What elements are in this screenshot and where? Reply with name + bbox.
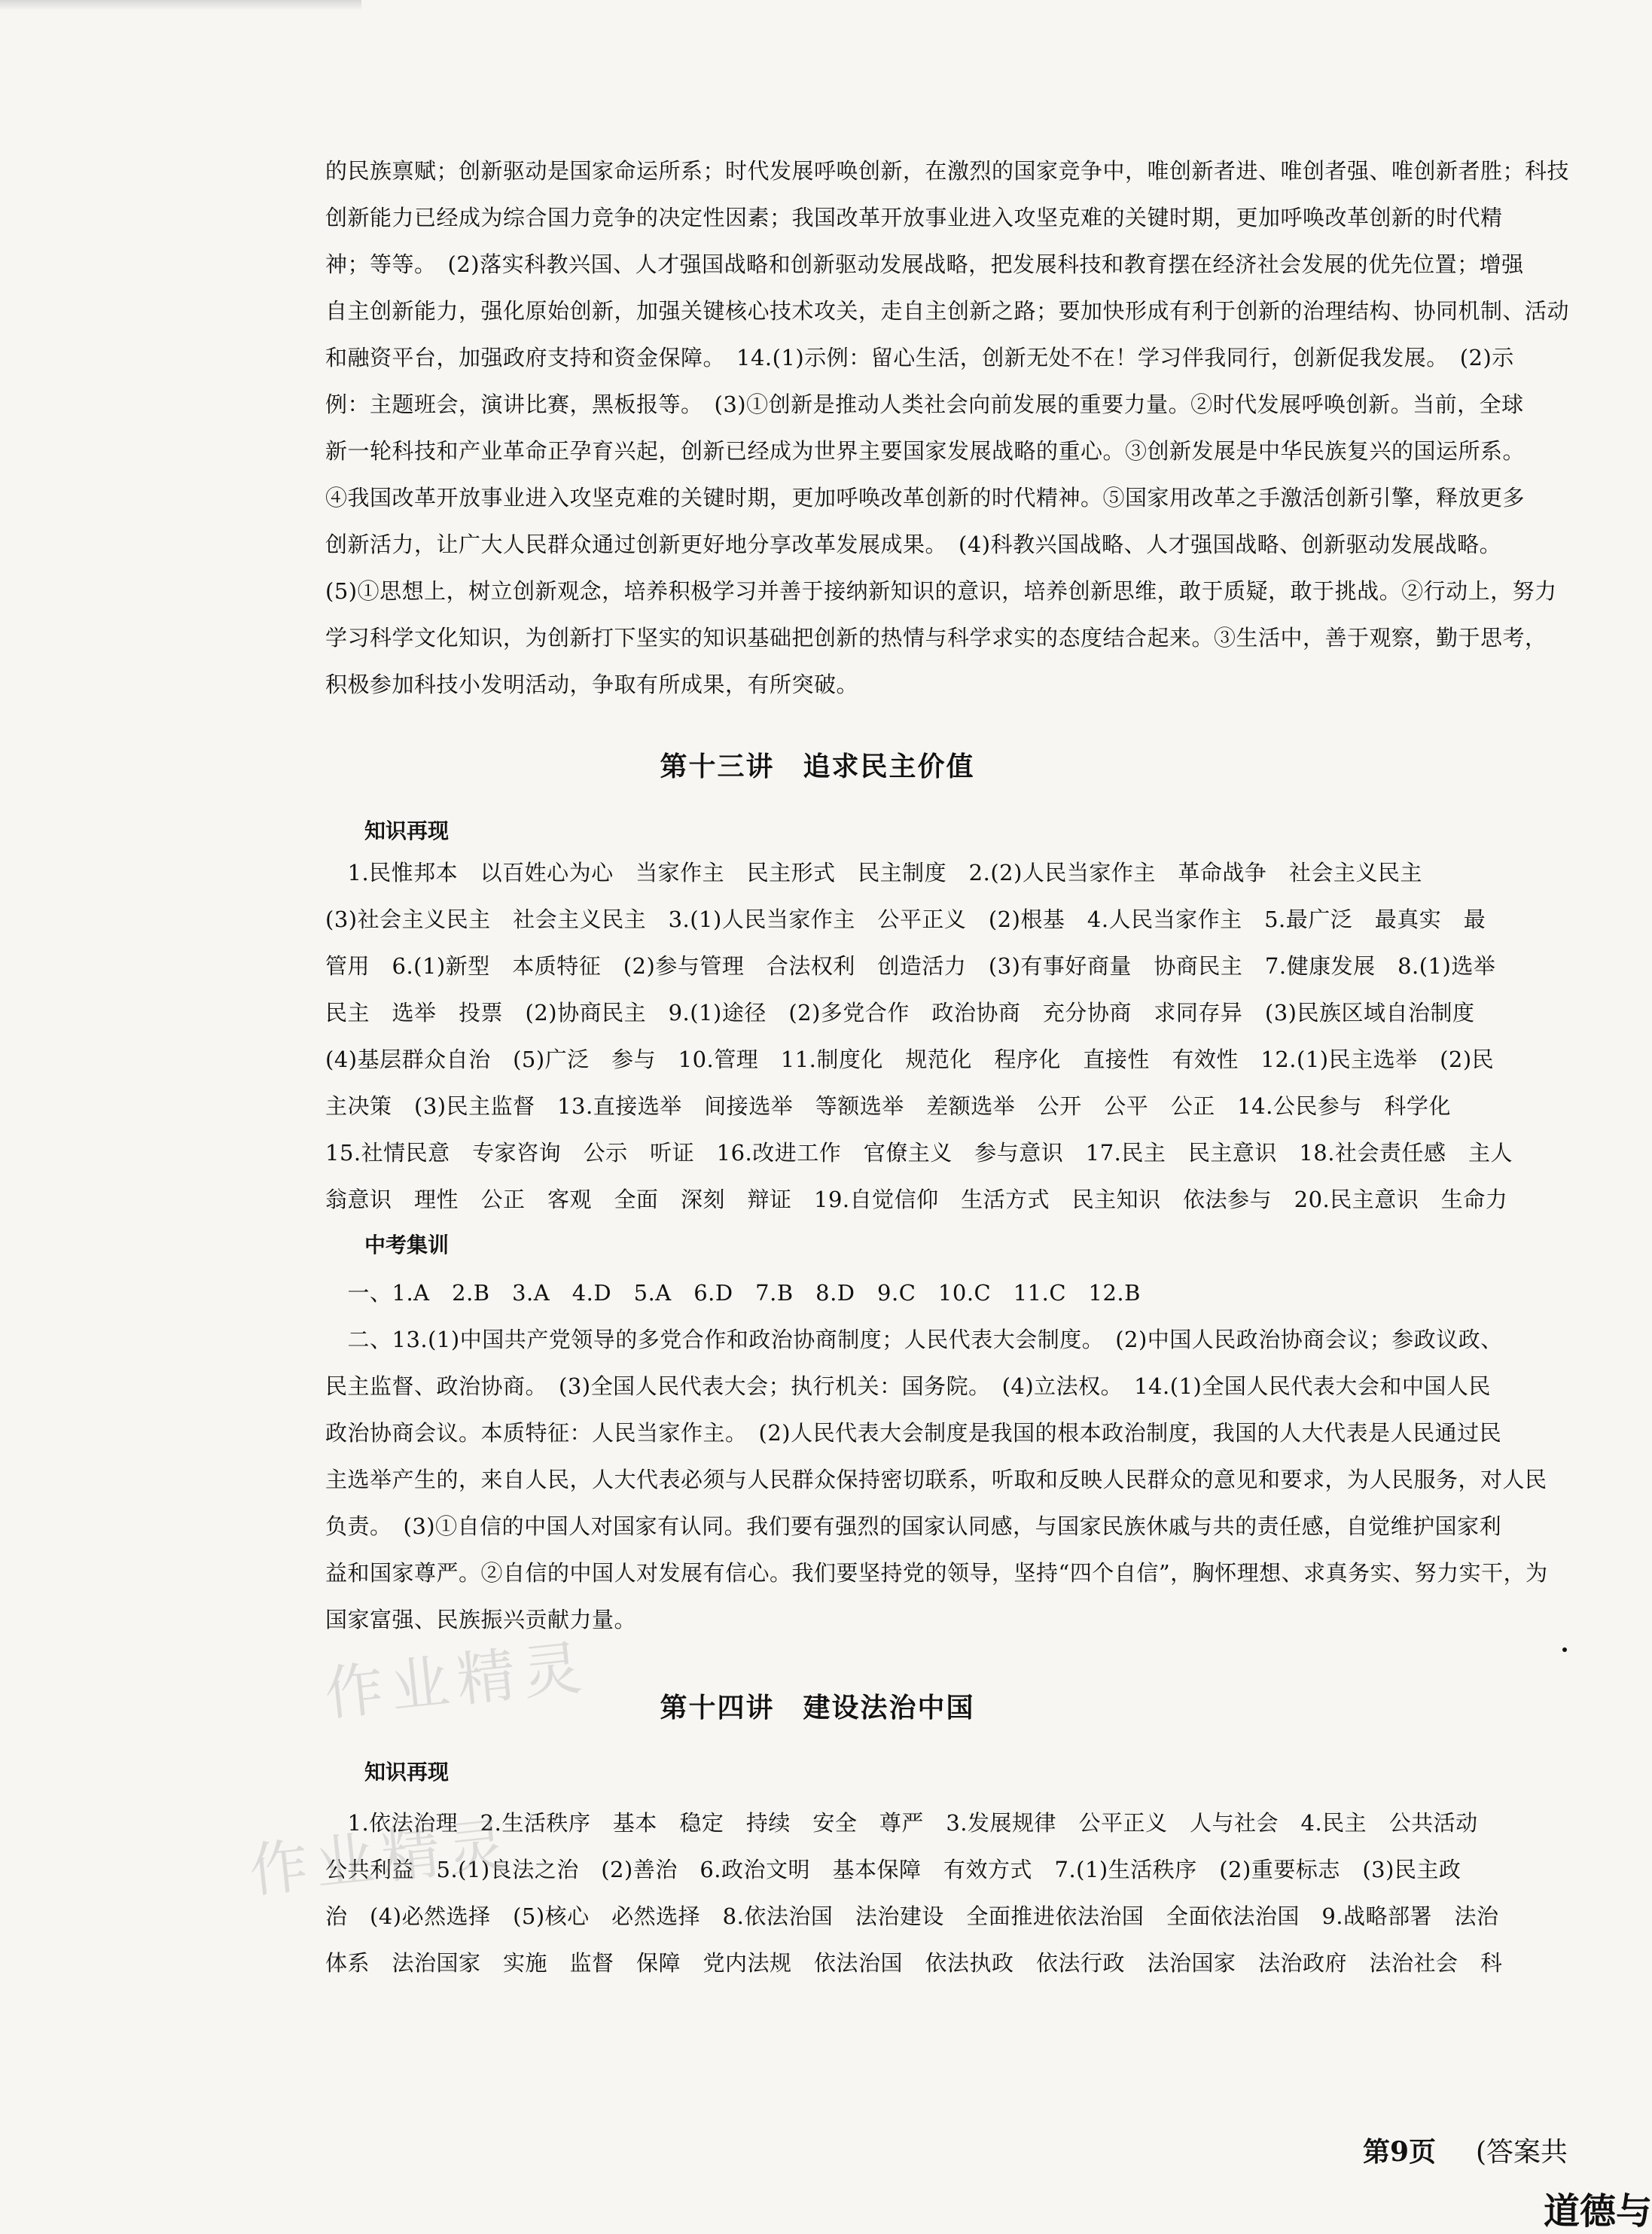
text-line: 公共利益 5.(1)良法之治 (2)善治 6.政治文明 基本保障 有效方式 7.(1)生活秩序 (2)重要标志 (3)民主政 (325, 1857, 1462, 1882)
text-line: 体系 法治国家 实施 监督 保障 党内法规 依法治国 依法执政 依法行政 法治国家 法治政府 法治社会 科 (325, 1950, 1503, 1976)
text-line: 例：主题班会，演讲比赛，黑板报等。 (3)①创新是推动人类社会向前发展的重要力量。②时代发展呼唤创新。当前，全球 (325, 392, 1524, 417)
text-line: 主选举产生的，来自人民，人大代表必须与人民群众保持密切联系，听取和反映人民群众的意见和要求，为人民服务，对人民 (325, 1467, 1547, 1492)
intro-paragraph (325, 148, 1598, 708)
text-line: 益和国家尊严。②自信的中国人对发展有信心。我们要坚持党的领导，坚持“四个自信”，胸怀理想、求真务实、努力实干，为 (325, 1560, 1548, 1586)
text-line: 国家富强、民族振兴贡献力量。 (325, 1607, 637, 1632)
text-line: 和融资平台，加强政府支持和资金保障。 14.(1)示例：留心生活，创新无处不在！学习伴我同行，创新促我发展。 (2)示 (325, 345, 1514, 370)
lecture13-exam-heading: 中考集训 (364, 1233, 450, 1257)
watermark: 作业精灵 (321, 1633, 593, 1730)
text-line: 1.依法治理 2.生活秩序 基本 稳定 持续 安全 尊严 3.发展规律 公平正义 人与社会 4.民主 公共活动 (325, 1810, 1478, 1836)
text-line: 自主创新能力，强化原始创新，加强关键核心技术攻关，走自主创新之路；要加快形成有利于创新的治理结构、协同机制、活动 (325, 298, 1570, 324)
text-line: 民主监督、政治协商。 (3)全国人民代表大会；执行机关：国务院。 (4)立法权。 14.(1)全国人民代表大会和中国人民 (325, 1373, 1491, 1399)
stray-dot (1562, 1647, 1567, 1652)
text-line: 治 (4)必然选择 (5)核心 必然选择 8.依法治国 法治建设 全面推进依法治国 全面依法治国 9.战略部署 法治 (325, 1903, 1499, 1929)
lecture14-knowledge-heading: 知识再现 (364, 1760, 450, 1784)
text-line: 新一轮科技和产业革命正孕育兴起，创新已经成为世界主要国家发展战略的重心。③创新发展是中华民族复兴的国运所系。 (325, 438, 1526, 464)
lecture13-title: 第十三讲 追求民主价值 (660, 751, 975, 782)
lecture14-title: 第十四讲 建设法治中国 (660, 1693, 975, 1724)
lecture13-knowledge-heading: 知识再现 (364, 818, 450, 843)
subject-label: 道德与 (1544, 2190, 1652, 2232)
text-line: 的民族禀赋；创新驱动是国家命运所系；时代发展呼唤创新，在激烈的国家竞争中，唯创新者进、唯创者强、唯创新者胜；科技 (325, 158, 1570, 184)
text-line: 负责。 (3)①自信的中国人对国家有认同。我们要有强烈的国家认同感，与国家民族休戚与共的责任感，自觉维护国家利 (325, 1513, 1502, 1539)
text-line: 1.民惟邦本 以百姓心为心 当家作主 民主形式 民主制度 2.(2)人民当家作主 革命战争 社会主义民主 (325, 860, 1422, 885)
text-line: 一、1.A 2.B 3.A 4.D 5.A 6.D 7.B 8.D 9.C 10.C 11.C 12.B (325, 1280, 1141, 1306)
text-line: 主决策 (3)民主监督 13.直接选举 间接选举 等额选举 差额选举 公开 公平 公正 14.公民参与 科学化 (325, 1093, 1451, 1119)
text-line: 15.社情民意 专家咨询 公示 听证 16.改进工作 官僚主义 参与意识 17.民主 民主意识 18.社会责任感 主人 (325, 1140, 1513, 1166)
text-line: 创新能力已经成为综合国力竞争的决定性因素；我国改革开放事业进入攻坚克难的关键时期，更加呼唤改革创新的时代精 (325, 205, 1503, 230)
text-line: 二、13.(1)中国共产党领导的多党合作和政治协商制度；人民代表大会制度。 (2)中国人民政治协商会议；参政议政、 (325, 1327, 1503, 1352)
text-line: (5)①思想上，树立创新观念，培养积极学习并善于接纳新知识的意识，培养创新思维，敢于质疑，敢于挑战。②行动上，努力 (325, 578, 1557, 604)
footer-note: (答案共 (1476, 2137, 1568, 2168)
text-line: 管用 6.(1)新型 本质特征 (2)参与管理 合法权利 创造活力 (3)有事好商量 协商民主 7.健康发展 8.(1)选举 (325, 953, 1496, 979)
text-line: 民主 选举 投票 (2)协商民主 9.(1)途径 (2)多党合作 政治协商 充分协商 求同存异 (3)民族区域自治制度 (325, 1000, 1475, 1026)
text-line: 政治协商会议。本质特征：人民当家作主。 (2)人民代表大会制度是我国的根本政治制度，我国的人大代表是人民通过民 (325, 1420, 1502, 1446)
text-line: 神；等等。 (2)落实科教兴国、人才强国战略和创新驱动发展战略，把发展科技和教育摆在经济社会发展的优先位置；增强 (325, 251, 1524, 277)
text-line: 翁意识 理性 公正 客观 全面 深刻 辩证 19.自觉信仰 生活方式 民主知识 依法参与 20.民主意识 生命力 (325, 1187, 1508, 1212)
text-line: 积极参加科技小发明活动，争取有所成果，有所突破。 (325, 672, 859, 697)
scan-edge (0, 0, 361, 11)
lecture13-knowledge-list (325, 849, 1598, 1223)
text-line: 创新活力，让广大人民群众通过创新更好地分享改革发展成果。 (4)科教兴国战略、人才强国战略、创新驱动发展战略。 (325, 532, 1502, 557)
text-line: ④我国改革开放事业进入攻坚克难的关键时期，更加呼唤改革创新的时代精神。⑤国家用改革之手激活创新引擎，释放更多 (325, 485, 1526, 510)
text-line: (3)社会主义民主 社会主义民主 3.(1)人民当家作主 公平正义 (2)根基 4.人民当家作主 5.最广泛 最真实 最 (325, 907, 1486, 932)
page-number: 第9页 (1363, 2136, 1437, 2168)
lecture13-exam-list (325, 1269, 1598, 1643)
text-line: 学习科学文化知识，为创新打下坚实的知识基础把创新的热情与科学求实的态度结合起来。③生活中，善于观察，勤于思考， (325, 625, 1547, 651)
watermark: 作业精灵 (245, 1810, 517, 1906)
lecture14-knowledge-list (325, 1800, 1598, 1986)
text-line: (4)基层群众自治 (5)广泛 参与 10.管理 11.制度化 规范化 程序化 直接性 有效性 12.(1)民主选举 (2)民 (325, 1047, 1495, 1072)
